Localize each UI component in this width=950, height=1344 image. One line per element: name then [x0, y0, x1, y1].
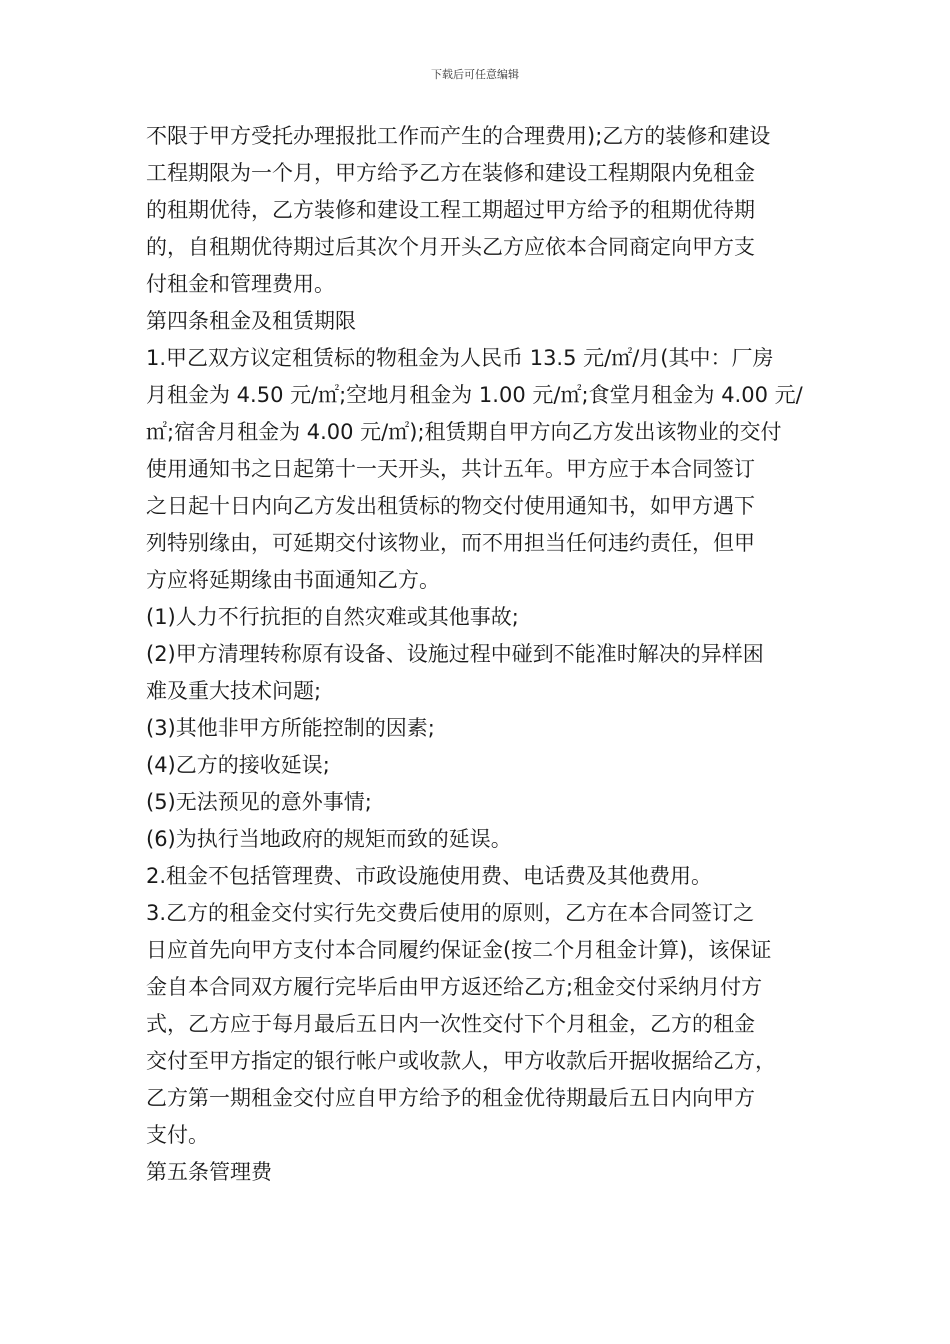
text-line: 月租金为 4.50 元/㎡;空地月租金为 1.00 元/㎡;食堂月租金为 4.00 元/: [146, 383, 803, 407]
list-item: (3)其他非甲方所能控制的因素;: [146, 716, 435, 740]
section-heading: 第四条租金及租赁期限: [146, 309, 356, 333]
list-item: (2)甲方清理转称原有设备、设施过程中碰到不能准时解决的异样困: [146, 642, 764, 666]
text-line: 使用通知书之日起第十一天开头，共计五年。甲方应于本合同签订: [146, 457, 755, 481]
list-item: (5)无法预见的意外事情;: [146, 790, 372, 814]
list-item: (1)人力不行抗拒的自然灾难或其他事故;: [146, 605, 519, 629]
section-heading: 第五条管理费: [146, 1160, 272, 1184]
text-line: 支付。: [146, 1123, 209, 1147]
text-line: 工程期限为一个月，甲方给予乙方在装修和建设工程期限内免租金: [146, 161, 755, 185]
document-body: [146, 118, 814, 1191]
text-line: 难及重大技术问题;: [146, 679, 322, 703]
text-line: 之日起十日内向乙方发出租赁标的物交付使用通知书，如甲方遇下: [146, 494, 755, 518]
text-line: 付租金和管理费用。: [146, 272, 335, 296]
text-line: 1.甲乙双方议定租赁标的物租金为人民币 13.5 元/㎡/月(其中：厂房: [146, 346, 774, 370]
text-line: 日应首先向甲方支付本合同履约保证金(按二个月租金计算)，该保证: [146, 938, 772, 962]
text-line: 列特别缘由，可延期交付该物业，而不用担当任何违约责任，但甲: [146, 531, 755, 555]
text-line: 不限于甲方受托办理报批工作而产生的合理费用);乙方的装修和建设: [146, 124, 771, 148]
text-line: 的，自租期优待期过后其次个月开头乙方应依本合同商定向甲方支: [146, 235, 755, 259]
list-item: (4)乙方的接收延误;: [146, 753, 330, 777]
text-line: ㎡;宿舍月租金为 4.00 元/㎡);租赁期自甲方向乙方发出该物业的交付: [146, 420, 782, 444]
text-line: 乙方第一期租金交付应自甲方给予的租金优待期最后五日内向甲方: [146, 1086, 755, 1110]
page-header: 下载后可任意编辑: [431, 68, 519, 81]
text-line: 3.乙方的租金交付实行先交费后使用的原则，乙方在本合同签订之: [146, 901, 755, 925]
list-item: (6)为执行当地政府的规矩而致的延误。: [146, 827, 512, 851]
text-line: 2.租金不包括管理费、市政设施使用费、电话费及其他费用。: [146, 864, 713, 888]
text-line: 金自本合同双方履行完毕后由甲方返还给乙方;租金交付采纳月付方: [146, 975, 763, 999]
text-line: 交付至甲方指定的银行帐户或收款人，甲方收款后开据收据给乙方，: [146, 1049, 776, 1073]
text-line: 式，乙方应于每月最后五日内一次性交付下个月租金，乙方的租金: [146, 1012, 755, 1036]
text-line: 的租期优待，乙方装修和建设工程工期超过甲方给予的租期优待期: [146, 198, 755, 222]
text-line: 方应将延期缘由书面通知乙方。: [146, 568, 440, 592]
